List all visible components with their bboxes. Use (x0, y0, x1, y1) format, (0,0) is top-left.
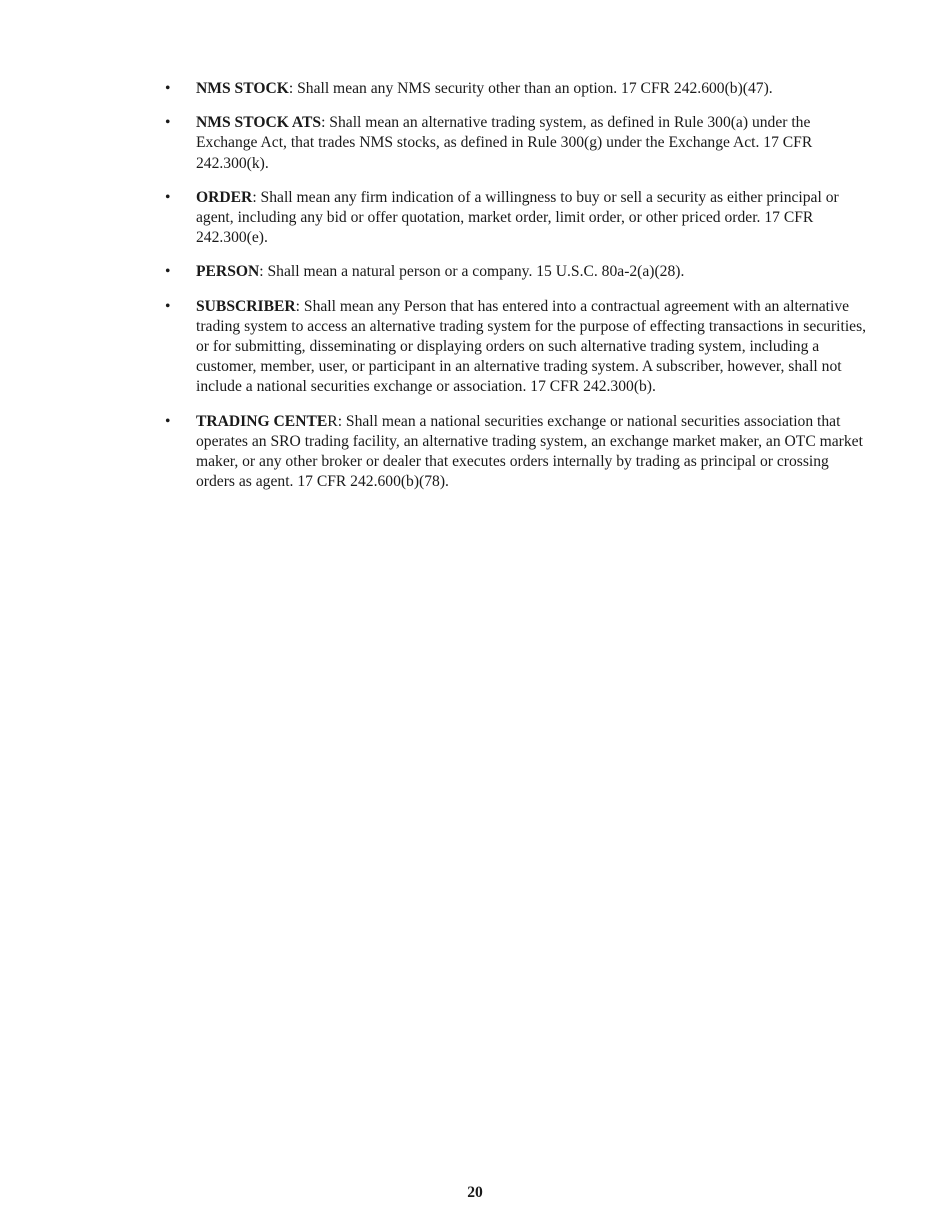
definition-item (165, 297, 870, 398)
definition-body: : Shall mean any firm indication of a willingness to buy or sell a security as either principal or agent, including any bid or offer quotation, market order, limit order, or other priced order. 17 CFR 242.300(e). (196, 188, 839, 247)
definition-term: NMS STOCK (196, 80, 289, 97)
definition-body: : Shall mean a natural person or a company. 15 U.S.C. 80a-2(a)(28). (259, 263, 685, 281)
bullet-icon: • (165, 188, 171, 206)
bullet-icon: • (165, 412, 171, 430)
definition-item (165, 79, 870, 99)
bullet-icon: • (165, 263, 171, 281)
bullet-icon: • (165, 80, 171, 97)
definition-term: ORDER (196, 188, 253, 206)
definition-term: PERSON (196, 263, 260, 281)
definition-item (165, 188, 870, 249)
page-number: 20 (467, 1184, 483, 1201)
definition-body: : Shall mean any Person that has entered into a contractual agreement with an alternative trading system to access an alternative trading system for the purpose of effecting transactions in securities, or for submitting, disseminating or displaying orders on such alternative trading system, including a customer, member, user, or participant in an alternative trading system. A subscriber, however, shall not include a national securities exchange or association. 17 CFR 242.300(b). (196, 297, 867, 396)
bullet-icon: • (165, 114, 171, 132)
definition-term: TRADING CENTE (196, 412, 328, 430)
definition-body: : Shall mean a national securities exchange or national securities association that operates an SRO trading facility, an alternative trading system, an exchange market maker, an OTC market maker, or any other broker or dealer that executes orders internally by trading as principal or crossing orders as agent. 17 CFR 242.600(b)(78). (196, 412, 863, 491)
definition-item (165, 412, 870, 493)
definition-term: SUBSCRIBER (196, 297, 296, 315)
bullet-icon: • (165, 297, 171, 315)
definition-item (165, 113, 870, 174)
definition-item (165, 262, 870, 282)
definition-term: NMS STOCK ATS (196, 114, 322, 132)
definitions-list (165, 79, 870, 506)
definition-term-tail: R (327, 412, 338, 430)
definition-body: : Shall mean any NMS security other than an option. 17 CFR 242.600(b)(47). (288, 80, 773, 97)
definition-body: : Shall mean an alternative trading system, as defined in Rule 300(a) under the Exchange Act, that trades NMS stocks, as defined in Rule 300(g) under the Exchange Act. 17 CFR 242.300(k). (196, 114, 813, 172)
